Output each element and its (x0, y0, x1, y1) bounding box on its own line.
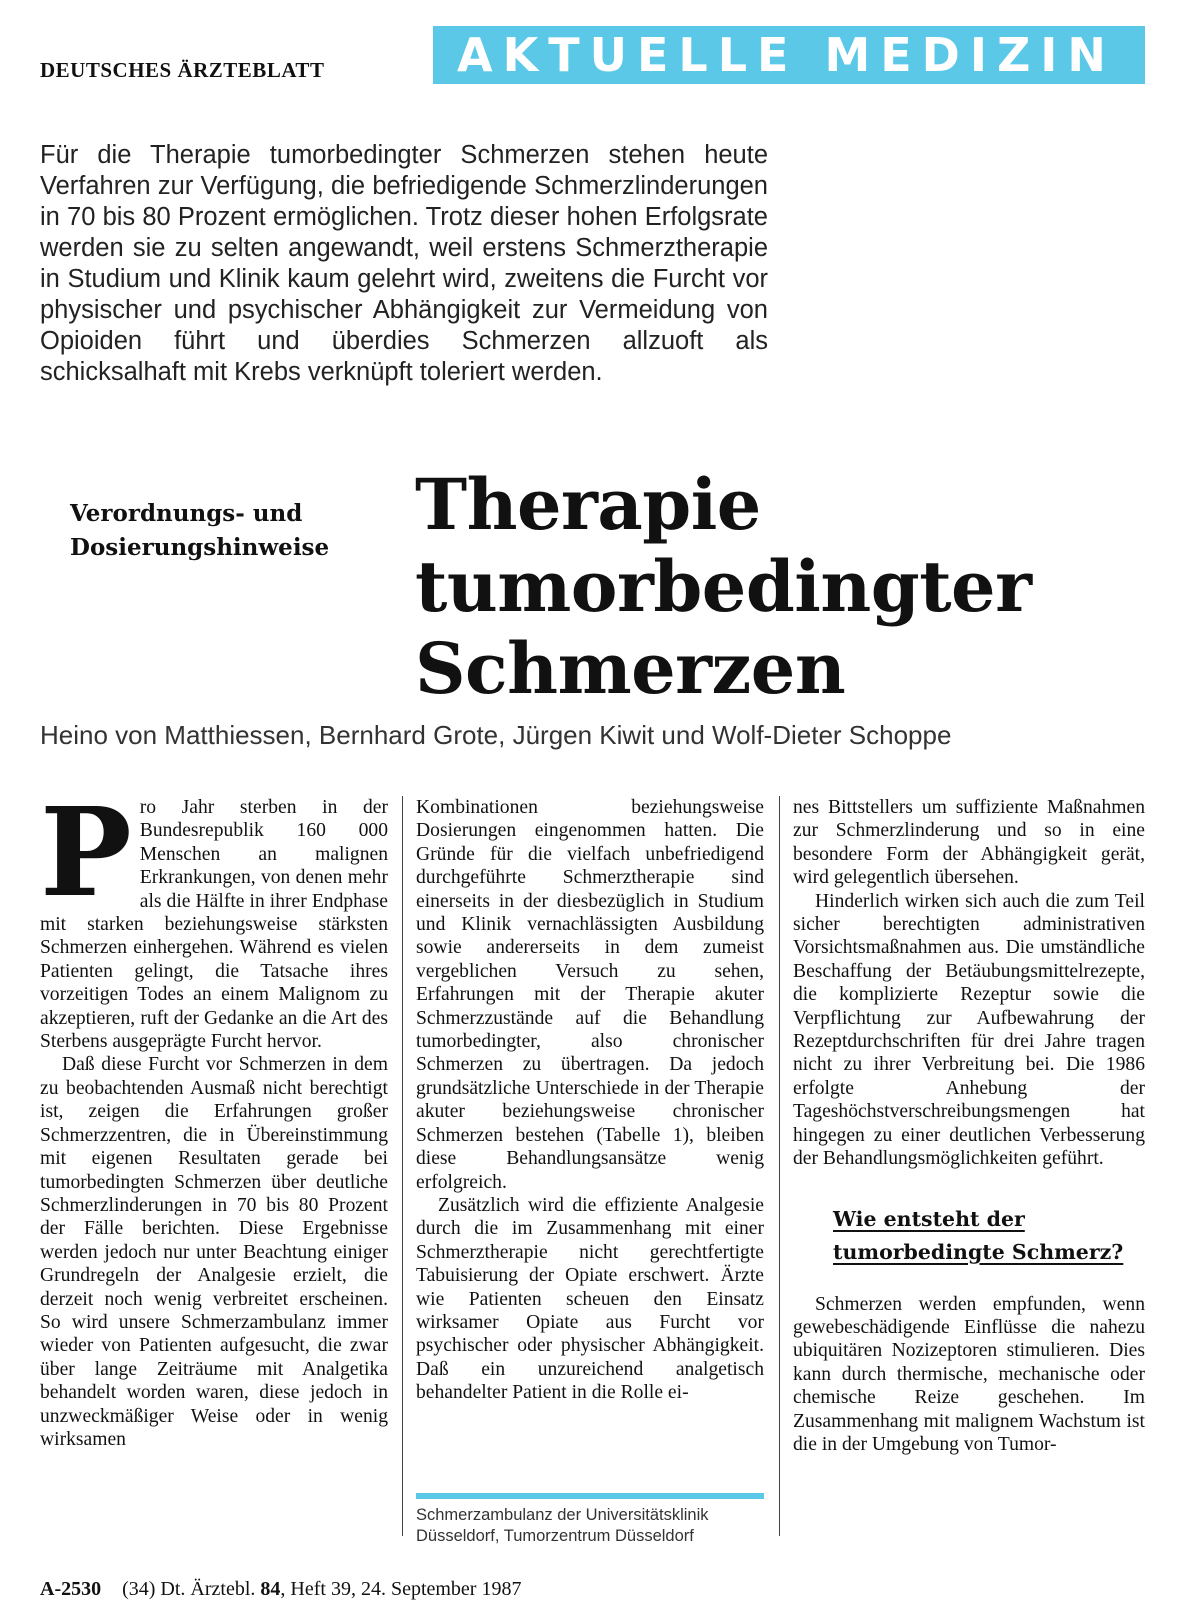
body-column-1 (40, 780, 388, 1451)
section-banner: AKTUELLE MEDIZIN (433, 26, 1145, 84)
kicker-line-2: Dosierungshinweise (70, 534, 330, 561)
page-footer (40, 1578, 521, 1601)
section-subheading (833, 1203, 1145, 1269)
subheading-line-1: Wie entsteht der (833, 1206, 1025, 1231)
column-divider (402, 796, 403, 1536)
kicker (70, 497, 390, 565)
kicker-line-1: Verordnungs- und (70, 500, 303, 527)
paragraph: Schmerzen werden empfunden, wenn gewebeschädigende Einflüsse die nahezu ubiquitären Nozizeptoren stimulieren. Dies kann durch thermische, mechanische oder chemische Reize geschehen. Im Zusammenhang mit malignem Wachstum ist die in der Umgebung von Tumor- (793, 1293, 1145, 1455)
paragraph: Kombinationen beziehungsweise Dosierungen eingenommen hatten. Die Gründe für die vielfach unbefriedigend durchgeführte Schmerztherapie sind einerseits in der diesbezüglich in Studium und Klinik vernachlässigten Ausbildung sowie andererseits in dem zumeist vergeblichen Versuch zu sehen, Erfahrungen mit der Therapie akuter Schmerzzustände auf die Behandlung tumorbedingter, also chronischer Schmerzen zu übertragen. Da jedoch grundsätzliche Unterschiede in der Therapie akuter beziehungsweise chronischer Schmerzen bestehen (Tabelle 1), bleiben diese Behandlungsansätze wenig erfolgreich. (416, 797, 764, 1193)
author-line: Heino von Matthiessen, Bernhard Grote, Jürgen Kiwit und Wolf-Dieter Schoppe (40, 720, 952, 750)
affiliation-rule (416, 1493, 764, 1499)
citation-prefix: (34) Dt. Ärztebl. (122, 1578, 256, 1600)
paragraph-text: ro Jahr sterben in der Bundesrepublik 160 000 Menschen an malignen Erkrankungen, von denen mehr als die Hälfte in ihrer Endphase mit starken beziehungsweise stärksten Schmerzen einhergehen. Während es vielen Patienten gelingt, die Tatsache ihres vorzeitigen Todes an einem Malignom zu akzeptieren, ruft der Gedanke an die Art des Sterbens ausgeprägte Furcht hervor. (40, 797, 388, 1053)
affiliation-line-1: Schmerzambulanz der Universitätsklinik (416, 1506, 709, 1524)
body-column-2 (416, 796, 764, 1405)
title-line-3: Schmerzen (415, 627, 846, 710)
citation-suffix: , Heft 39, 24. September 1987 (280, 1578, 522, 1600)
page-number: A-2530 (40, 1578, 102, 1600)
paragraph: nes Bittstellers um suffiziente Maßnahmen zur Schmerzlinderung und so in eine besondere Form der Abhängigkeit gerät, wird gelegentlich übersehen. (793, 797, 1145, 889)
title-line-1: Therapie (415, 463, 761, 546)
paragraph (40, 780, 388, 1053)
drop-cap: P (40, 780, 132, 924)
paragraph: Hinderlich wirken sich auch die zum Teil sicher berechtigten administrativen Vorsichtsmaßnahmen aus. Die umständliche Beschaffung der Betäubungsmittelrezepte, die komplizierte Rezeptur sowie die Verpflichtung zur Aufbewahrung der Rezeptdurchschriften für drei Jahre tragen nicht zu ihrer Verbreitung bei. Die 1986 erfolgte Anhebung der Tageshöchstverschreibungsmengen hat hingegen zu einer deutlichen Verbesserung der Behandlungsmöglichkeiten geführt. (793, 890, 1145, 1170)
subheading-line-2: tumorbedingte Schmerz? (833, 1239, 1124, 1264)
citation-volume: 84 (260, 1578, 281, 1600)
column-divider (779, 796, 780, 1536)
affiliation (416, 1505, 764, 1547)
lead-paragraph: Für die Therapie tumorbedingter Schmerzen stehen heute Verfahren zur Verfügung, die befriedigende Schmerzlinderungen in 70 bis 80 Prozent ermöglichen. Trotz dieser hohen Erfolgsrate werden sie zu selten angewandt, weil erstens Schmerztherapie in Studium und Klinik kaum gelehrt wird, zweitens die Furcht vor physischer und psychischer Abhängigkeit zur Vermeidung von Opioiden führt und überdies Schmerzen allzuoft als schicksalhaft mit Krebs verknüpft toleriert werden. (40, 141, 768, 386)
paragraph: Zusätzlich wird die effiziente Analgesie durch die im Zusammenhang mit einer Schmerztherapie nicht gerechtfertigte Tabuisierung der Opiate erschwert. Ärzte wie Patienten scheuen den Einsatz wirksamer Opiate aus Furcht vor psychischer oder physischer Abhängigkeit. Daß ein unzureichend analgetisch behandelter Patient in die Rolle ei- (416, 1194, 764, 1404)
article-title (415, 464, 1155, 710)
affiliation-line-2: Düsseldorf, Tumorzentrum Düsseldorf (416, 1527, 694, 1545)
body-column-3 (793, 796, 1145, 1456)
title-line-2: tumorbedingter (415, 545, 1032, 628)
masthead: DEUTSCHES ÄRZTEBLATT (40, 58, 325, 82)
paragraph: Daß diese Furcht vor Schmerzen in dem zu beobachtenden Ausmaß nicht berechtigt ist, zeigen die Erfahrungen großer Schmerzzentren, die in Übereinstimmung mit eigenen Resultaten gerade bei tumorbedingten Schmerzen über deutliche Schmerzlinderungen in 70 bis 80 Prozent der Fälle berichten. Diese Ergebnisse werden jedoch nur unter Beachtung einiger Grundregeln der Analgesie erzielt, die derzeit noch wenig verbreitet erscheinen. So wird unsere Schmerzambulanz immer wieder von Patienten aufgesucht, die zwar über lange Zeiträume mit Analgetika behandelt worden waren, diese jedoch in unzweckmäßiger Weise oder in wenig wirksamen (40, 1054, 388, 1450)
